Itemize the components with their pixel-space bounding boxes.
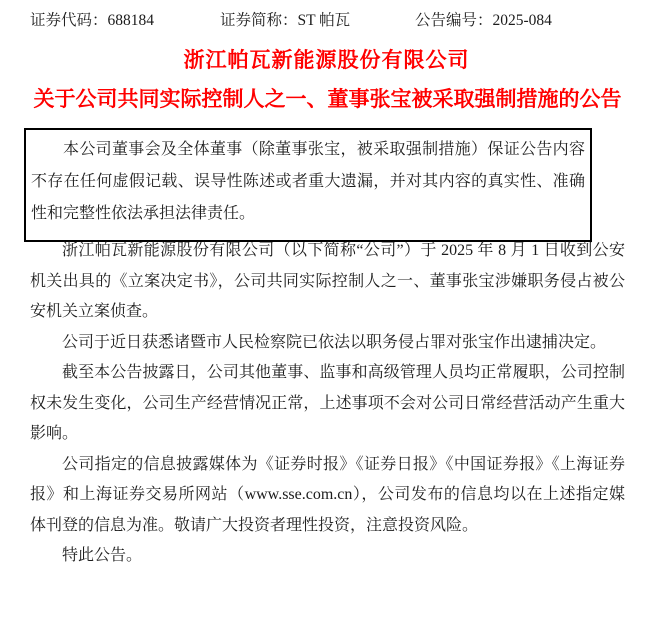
- stock-code-label: 证券代码：688184: [30, 12, 155, 29]
- announcement-number-label: 公告编号：2025-084: [415, 12, 552, 29]
- paragraph-closing: 特此公告。: [62, 547, 143, 564]
- paragraph-disclosure-media: 公司指定的信息披露媒体为《证券时报》《证券日报》《中国证券报》《上海证券报》和上海证券交易所网站（www.sse.com.cn），公司发布的信息均以在上述指定媒体刊登的信息为准。敬请广大投资者理性投资，注意投资风险。: [30, 455, 625, 534]
- board-statement-text: 本公司董事会及全体董事（除董事张宝，被采取强制措施）保证公告内容不存在任何虚假记载、误导性陈述或者重大遗漏，并对其内容的真实性、准确性和完整性依法承担法律责任。: [31, 141, 585, 222]
- board-statement-box: [24, 128, 592, 242]
- paragraph-arrest-decision: 公司于近日获悉诸暨市人民检察院已依法以职务侵占罪对张宝作出逮捕决定。: [62, 333, 607, 351]
- paragraph-operations-status: 截至本公告披露日，公司其他董事、监事和高级管理人员均正常履职，公司控制权未发生变化，公司生产经营情况正常，上述事项不会对公司日常经营活动产生重大影响。: [30, 364, 625, 442]
- stock-abbr-label: 证券简称：ST 帕瓦: [220, 12, 351, 29]
- paragraph-filing-notice: 浙江帕瓦新能源股份有限公司（以下简称“公司”）于 2025 年 8 月 1 日收到公安机关出具的《立案决定书》，公司共同实际控制人之一、董事张宝涉嫌职务侵占被公安机关立案侦查。: [30, 242, 625, 320]
- announcement-subject-title: 关于公司共同实际控制人之一、董事张宝被采取强制措施的公告: [33, 88, 622, 111]
- company-name-title: 浙江帕瓦新能源股份有限公司: [183, 49, 470, 72]
- document-header: [0, 8, 653, 30]
- announcement-body: [30, 236, 625, 572]
